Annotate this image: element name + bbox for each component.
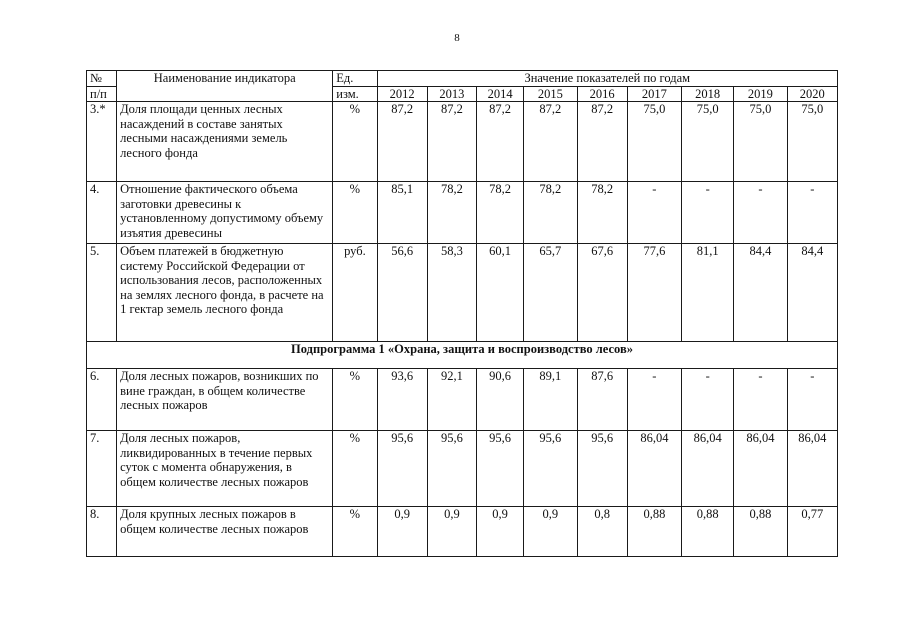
value-cell-2020: 84,4 (787, 244, 837, 342)
indicator-name: Доля лесных пожаров, ликвидированных в течение первых суток с момента обнаружения, в общем количестве лесных пожаров (117, 431, 333, 507)
value-cell-2014: 95,6 (477, 431, 524, 507)
value-cell-2014: 90,6 (477, 369, 524, 431)
table-row (87, 507, 838, 557)
indicator-unit: % (333, 182, 377, 244)
value-cell-2017: 86,04 (627, 431, 681, 507)
indicator-name: Доля крупных лесных пожаров в общем количестве лесных пожаров (117, 507, 333, 557)
header-name: Наименование индикатора (117, 71, 333, 102)
table-row (87, 369, 838, 431)
value-cell-2013: 87,2 (427, 102, 476, 182)
header-num: № (87, 71, 117, 87)
header-year-2014: 2014 (477, 86, 524, 102)
row-number: 5. (87, 244, 117, 342)
value-cell-2018: - (682, 182, 734, 244)
value-cell-2017: 75,0 (627, 102, 681, 182)
value-cell-2020: 75,0 (787, 102, 837, 182)
table-row (87, 431, 838, 507)
value-cell-2018: 81,1 (682, 244, 734, 342)
value-cell-2019: - (734, 182, 787, 244)
value-cell-2018: 0,88 (682, 507, 734, 557)
value-cell-2013: 0,9 (427, 507, 476, 557)
value-cell-2015: 87,2 (524, 102, 577, 182)
indicator-unit: руб. (333, 244, 377, 342)
value-cell-2014: 78,2 (477, 182, 524, 244)
table-row (87, 102, 838, 182)
header-year-2019: 2019 (734, 86, 787, 102)
row-number: 4. (87, 182, 117, 244)
value-cell-2015: 78,2 (524, 182, 577, 244)
value-cell-2012: 85,1 (377, 182, 427, 244)
header-year-2012: 2012 (377, 86, 427, 102)
value-cell-2020: 86,04 (787, 431, 837, 507)
value-cell-2019: 75,0 (734, 102, 787, 182)
header-year-2013: 2013 (427, 86, 476, 102)
header-row-1 (87, 71, 838, 87)
value-cell-2014: 87,2 (477, 102, 524, 182)
value-cell-2019: 84,4 (734, 244, 787, 342)
value-cell-2015: 0,9 (524, 507, 577, 557)
value-cell-2020: 0,77 (787, 507, 837, 557)
indicators-table (86, 70, 838, 557)
indicator-unit: % (333, 431, 377, 507)
value-cell-2015: 95,6 (524, 431, 577, 507)
value-cell-2013: 78,2 (427, 182, 476, 244)
header-year-2016: 2016 (577, 86, 627, 102)
value-cell-2018: 75,0 (682, 102, 734, 182)
value-cell-2013: 95,6 (427, 431, 476, 507)
row-number: 8. (87, 507, 117, 557)
row-number: 3.* (87, 102, 117, 182)
value-cell-2015: 89,1 (524, 369, 577, 431)
value-cell-2017: - (627, 182, 681, 244)
header-values-title: Значение показателей по годам (377, 71, 838, 87)
value-cell-2018: 86,04 (682, 431, 734, 507)
value-cell-2012: 0,9 (377, 507, 427, 557)
value-cell-2016: 87,2 (577, 102, 627, 182)
indicator-name: Объем платежей в бюджетную систему Российской Федерации от использования лесов, расположенных на землях лесного фонда, в расчете на 1 гектар земель лесного фонда (117, 244, 333, 342)
rows-block-2 (87, 369, 838, 557)
section-title: Подпрограмма 1 «Охрана, защита и воспроизводство лесов» (87, 342, 838, 369)
value-cell-2019: 86,04 (734, 431, 787, 507)
value-cell-2013: 58,3 (427, 244, 476, 342)
value-cell-2014: 0,9 (477, 507, 524, 557)
header-num-2: п/п (87, 86, 117, 102)
value-cell-2012: 56,6 (377, 244, 427, 342)
table-row (87, 182, 838, 244)
header-year-2017: 2017 (627, 86, 681, 102)
value-cell-2019: 0,88 (734, 507, 787, 557)
header-unit: Ед. (333, 71, 377, 87)
value-cell-2017: - (627, 369, 681, 431)
indicator-unit: % (333, 102, 377, 182)
indicator-name: Отношение фактического объема заготовки древесины к установленному допустимому объему изъятия древесины (117, 182, 333, 244)
row-number: 6. (87, 369, 117, 431)
header-unit-2: изм. (333, 86, 377, 102)
value-cell-2012: 93,6 (377, 369, 427, 431)
rows-block-1 (87, 102, 838, 342)
value-cell-2016: 78,2 (577, 182, 627, 244)
indicator-name: Доля лесных пожаров, возникших по вине граждан, в общем количестве лесных пожаров (117, 369, 333, 431)
value-cell-2014: 60,1 (477, 244, 524, 342)
page-number: 8 (454, 32, 460, 44)
value-cell-2020: - (787, 369, 837, 431)
header-year-2018: 2018 (682, 86, 734, 102)
value-cell-2013: 92,1 (427, 369, 476, 431)
value-cell-2020: - (787, 182, 837, 244)
value-cell-2017: 77,6 (627, 244, 681, 342)
value-cell-2015: 65,7 (524, 244, 577, 342)
header-year-2020: 2020 (787, 86, 837, 102)
table-row (87, 244, 838, 342)
value-cell-2018: - (682, 369, 734, 431)
value-cell-2012: 95,6 (377, 431, 427, 507)
indicator-name: Доля площади ценных лесных насаждений в составе занятых лесными насаждениями земель лесного фонда (117, 102, 333, 182)
indicator-unit: % (333, 507, 377, 557)
section-row (87, 342, 838, 369)
value-cell-2017: 0,88 (627, 507, 681, 557)
value-cell-2016: 87,6 (577, 369, 627, 431)
value-cell-2019: - (734, 369, 787, 431)
value-cell-2016: 95,6 (577, 431, 627, 507)
indicator-unit: % (333, 369, 377, 431)
value-cell-2012: 87,2 (377, 102, 427, 182)
value-cell-2016: 0,8 (577, 507, 627, 557)
header-year-2015: 2015 (524, 86, 577, 102)
value-cell-2016: 67,6 (577, 244, 627, 342)
row-number: 7. (87, 431, 117, 507)
